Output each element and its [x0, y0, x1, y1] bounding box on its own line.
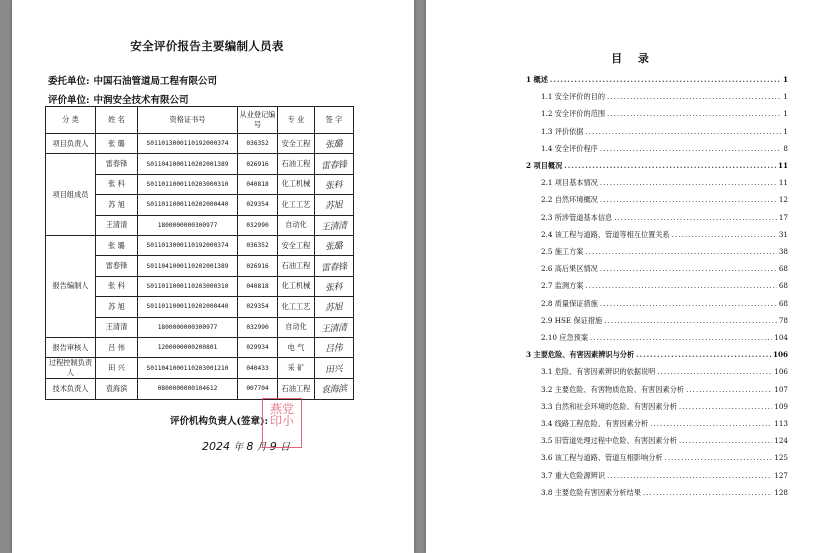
toc-section-entry[interactable] — [526, 247, 788, 260]
toc-section-entry[interactable] — [526, 281, 788, 294]
evaluator-value: 中润安全技术有限公司 — [93, 95, 189, 106]
evaluator-line — [48, 92, 189, 106]
handwritten-signature: 田兴 — [325, 364, 343, 376]
cell-major: 安全工程 — [278, 134, 315, 154]
date-day-unit: 日 — [279, 442, 290, 453]
client-line — [48, 73, 217, 87]
cell-major: 自动化 — [278, 317, 315, 337]
cell-name: 王清清 — [96, 317, 138, 337]
toc-page-number: 125 — [774, 453, 788, 463]
toc-section-entry[interactable] — [526, 178, 788, 191]
cell-category: 技术负责人 — [46, 379, 96, 399]
toc-dot-leader — [614, 213, 777, 222]
toc-entry-title: 3.3 自然和社会环境的危险、有害因素分析 — [541, 401, 677, 411]
cell-signature — [315, 134, 354, 154]
cell-major: 石油工程 — [278, 256, 315, 276]
toc-page-number: 128 — [774, 487, 788, 497]
cell-signature — [315, 276, 354, 296]
toc-dot-leader — [585, 247, 776, 256]
toc-page-number: 107 — [774, 384, 788, 394]
toc-page-number: 68 — [778, 264, 788, 274]
handwritten-signature: 王清清 — [321, 220, 348, 233]
toc-page-number: 1 — [783, 109, 788, 119]
cell-name: 张 科 — [96, 276, 138, 296]
toc-title: 目 录 — [611, 52, 655, 65]
toc-page-number: 68 — [778, 298, 788, 308]
cell-signature — [315, 317, 354, 337]
toc-page-number: 38 — [778, 247, 788, 256]
date-year: 2024 — [202, 440, 230, 453]
toc-chapter-entry[interactable] — [526, 161, 788, 174]
cell-registration: 040818 — [238, 276, 278, 296]
toc-section-entry[interactable] — [526, 264, 788, 277]
toc-page-number: 68 — [778, 281, 788, 291]
handwritten-signature: 王清清 — [321, 322, 348, 335]
date-year-unit: 年 — [233, 442, 244, 453]
toc-dot-leader — [665, 453, 773, 462]
toc-entry-title: 2.2 自然环境概况 — [541, 195, 598, 205]
toc-page-number: 109 — [774, 401, 788, 411]
toc-section-entry[interactable] — [526, 419, 788, 432]
toc-page-number: 31 — [778, 229, 788, 239]
date-month-unit: 月 — [256, 442, 267, 453]
cell-category: 报告编制人 — [46, 235, 96, 337]
cell-signature — [315, 235, 354, 255]
toc-entry-title: 3.7 重大危险源辨识 — [541, 470, 606, 480]
toc-entry-title: 2.7 监测方案 — [541, 281, 584, 291]
toc-dot-leader — [607, 109, 781, 118]
client-value: 中国石油管道局工程有限公司 — [93, 76, 218, 87]
cell-major: 化工机械 — [278, 276, 315, 296]
toc-entry-title: 3.2 主要危险、有害物质危险、有害因素分析 — [541, 384, 685, 394]
toc-page-number: 104 — [774, 333, 788, 342]
toc-section-entry[interactable] — [526, 333, 788, 346]
handwritten-signature: 张璐 — [325, 139, 343, 151]
toc-section-entry[interactable] — [526, 92, 788, 105]
toc-entry-title: 1 概述 — [526, 75, 548, 84]
toc-dot-leader — [600, 144, 782, 153]
toc-dot-leader — [657, 367, 772, 376]
cell-registration: 036352 — [238, 235, 278, 255]
toc-page-number: 1 — [783, 126, 788, 136]
cell-registration: 029354 — [238, 195, 278, 215]
table-header-row — [46, 107, 354, 134]
cell-certificate: 1800000000300977 — [138, 317, 238, 337]
cell-certificate: S011011000110203000310 — [138, 276, 238, 296]
handwritten-signature: 苏旭 — [325, 302, 343, 314]
toc-dot-leader — [643, 488, 772, 497]
toc-page-number: 106 — [774, 367, 788, 377]
toc-entry-title: 2.9 HSE 保证措施 — [541, 315, 603, 325]
cell-category: 过程控制负责人 — [46, 358, 96, 379]
cell-registration: 040433 — [238, 358, 278, 379]
cell-signature — [315, 215, 354, 235]
toc-page-number: 127 — [774, 470, 788, 480]
toc-entry-title: 2 项目概况 — [526, 161, 563, 170]
handwritten-signature: 雷春锋 — [321, 159, 348, 172]
header-certificate: 资格证书号 — [138, 107, 238, 134]
toc-dot-leader — [600, 264, 777, 273]
toc-entry-title: 2.3 所涉管道基本信息 — [541, 212, 613, 222]
cell-certificate: S011041000110202001389 — [138, 154, 238, 174]
handwritten-signature: 吕伟 — [325, 343, 343, 355]
cell-certificate: S011041000110202001389 — [138, 256, 238, 276]
toc-section-entry[interactable] — [526, 367, 788, 380]
cell-major: 化工工艺 — [278, 195, 315, 215]
cell-name: 吕 伟 — [96, 337, 138, 357]
toc-entry-title: 2.1 项目基本情况 — [541, 178, 598, 188]
cell-major: 采 矿 — [278, 358, 315, 379]
toc-entry-title: 2.8 质量保证措施 — [541, 298, 598, 308]
toc-page-number: 106 — [772, 350, 788, 360]
table-row — [46, 134, 354, 154]
document-page-left — [12, 0, 414, 553]
handwritten-signature: 苏旭 — [325, 200, 343, 212]
cell-signature — [315, 379, 354, 399]
cell-signature — [315, 337, 354, 357]
seal-stamp — [262, 398, 302, 448]
cell-major: 化工工艺 — [278, 297, 315, 317]
toc-page-number: 11 — [777, 161, 788, 170]
cell-certificate: 0800000000104612 — [138, 379, 238, 399]
cell-certificate: S011011000110202000440 — [138, 297, 238, 317]
principal-signature-label: 评价机构负责人(签章): — [170, 416, 268, 427]
cell-signature — [315, 174, 354, 194]
stamp-text-line-1: 燕党 — [269, 402, 294, 416]
cell-signature — [315, 358, 354, 379]
cell-signature — [315, 256, 354, 276]
toc-dot-leader — [585, 281, 776, 290]
toc-dot-leader — [607, 92, 781, 101]
toc-section-entry[interactable] — [526, 230, 788, 243]
stamp-text-line-2: 印小 — [269, 414, 294, 428]
cell-name: 雷春锋 — [96, 154, 138, 174]
toc-dot-leader — [590, 333, 772, 342]
table-row — [46, 154, 354, 174]
handwritten-signature: 张科 — [325, 282, 343, 294]
toc-entry-title: 1.1 安全评价的目的 — [541, 92, 606, 102]
cell-registration: 040818 — [238, 174, 278, 194]
page-title: 安全评价报告主要编制人员表 — [130, 39, 284, 53]
cell-major: 石油工程 — [278, 154, 315, 174]
toc-dot-leader — [564, 161, 776, 170]
cell-major: 化工机械 — [278, 174, 315, 194]
toc-entry-title: 1.3 评价依据 — [541, 126, 584, 136]
cell-registration: 032990 — [238, 215, 278, 235]
cell-name: 袁海滨 — [96, 379, 138, 399]
table-row — [46, 235, 354, 255]
toc-dot-leader — [679, 402, 772, 411]
toc-section-entry[interactable] — [526, 299, 788, 312]
toc-dot-leader — [604, 316, 777, 325]
toc-section-entry[interactable] — [526, 316, 788, 329]
toc-chapter-entry[interactable] — [526, 350, 788, 363]
table-row — [46, 379, 354, 399]
toc-entry-title: 2.10 应急预案 — [541, 333, 589, 342]
toc-page-number: 8 — [783, 143, 788, 153]
cell-registration: 029354 — [238, 297, 278, 317]
header-major: 专 业 — [278, 107, 315, 134]
cell-name: 王清清 — [96, 215, 138, 235]
toc-page-number: 1 — [782, 75, 788, 84]
toc-dot-leader — [607, 471, 772, 480]
cell-name: 张 璐 — [96, 235, 138, 255]
client-label: 委托单位: — [48, 76, 90, 87]
toc-dot-leader — [679, 436, 772, 445]
toc-section-entry[interactable] — [526, 453, 788, 466]
cell-major: 安全工程 — [278, 235, 315, 255]
cell-certificate: 1800000000300977 — [138, 215, 238, 235]
document-page-right — [426, 0, 840, 553]
toc-page-number: 124 — [774, 436, 788, 446]
date-month: 8 — [246, 440, 254, 453]
handwritten-signature: 张璐 — [325, 241, 343, 253]
toc-page-number: 1 — [783, 92, 788, 102]
toc-section-entry[interactable] — [526, 127, 788, 140]
toc-entry-title: 1.2 安全评价的范围 — [541, 109, 606, 119]
cell-major: 电 气 — [278, 337, 315, 357]
cell-certificate: S011013000110192000374 — [138, 235, 238, 255]
toc-dot-leader — [600, 299, 777, 308]
handwritten-signature: 张科 — [325, 180, 343, 192]
toc-section-entry[interactable] — [526, 109, 788, 122]
toc-entry-title: 2.4 该工程与道路、管道等相互位置关系 — [541, 229, 670, 239]
toc-page-number: 17 — [778, 212, 788, 222]
cell-certificate: S011013000110192000374 — [138, 134, 238, 154]
toc-dot-leader — [672, 230, 777, 239]
cell-certificate: 1200000000200801 — [138, 337, 238, 357]
toc-page-number: 12 — [778, 195, 788, 205]
toc-dot-leader — [650, 419, 772, 428]
cell-name: 田 兴 — [96, 358, 138, 379]
toc-page-number: 78 — [778, 315, 788, 325]
toc-entry-title: 3.4 线路工程危险、有害因素分析 — [541, 419, 649, 428]
cell-category: 项目负责人 — [46, 134, 96, 154]
toc-entry-title: 3 主要危险、有害因素辨识与分析 — [526, 350, 635, 360]
cell-certificate: S011011000110202000440 — [138, 195, 238, 215]
toc-section-entry[interactable] — [526, 213, 788, 226]
header-name: 姓 名 — [96, 107, 138, 134]
cell-registration: 032990 — [238, 317, 278, 337]
toc-dot-leader — [600, 195, 777, 204]
header-signature: 签 字 — [315, 107, 354, 134]
toc-page-number: 113 — [774, 419, 788, 428]
cell-signature — [315, 297, 354, 317]
cell-name: 苏 旭 — [96, 195, 138, 215]
cell-name: 张 科 — [96, 174, 138, 194]
toc-dot-leader — [636, 350, 771, 359]
toc-entry-title: 1.4 安全评价程序 — [541, 143, 598, 153]
cell-registration: 026916 — [238, 154, 278, 174]
table-row — [46, 358, 354, 379]
handwritten-signature: 袁海滨 — [321, 384, 348, 397]
toc-chapter-entry[interactable] — [526, 75, 788, 88]
cell-signature — [315, 154, 354, 174]
cell-major: 自动化 — [278, 215, 315, 235]
table-row — [46, 337, 354, 357]
toc-section-entry[interactable] — [526, 402, 788, 415]
cell-signature — [315, 195, 354, 215]
cell-registration: 026916 — [238, 256, 278, 276]
toc-entry-title: 3.5 旧管道处理过程中危险、有害因素分析 — [541, 436, 677, 446]
cell-category: 项目组成员 — [46, 154, 96, 236]
toc-section-entry[interactable] — [526, 436, 788, 449]
evaluator-label: 评价单位: — [48, 95, 90, 106]
cell-certificate: S011011000110203000310 — [138, 174, 238, 194]
cell-registration: 007704 — [238, 379, 278, 399]
toc-entry-title: 3.6 该工程与道路、管道互相影响分析 — [541, 453, 663, 463]
toc-section-entry[interactable] — [526, 195, 788, 208]
toc-entry-title: 3.1 危险、有害因素辨识的依据说明 — [541, 367, 656, 377]
toc-entry-title: 2.6 高后果区情况 — [541, 264, 598, 274]
staff-table — [45, 106, 354, 400]
toc-dot-leader — [686, 385, 772, 394]
toc-dot-leader — [550, 75, 781, 84]
toc-entry-title: 2.5 施工方案 — [541, 247, 584, 256]
cell-name: 雷春锋 — [96, 256, 138, 276]
cell-registration: 036352 — [238, 134, 278, 154]
header-registration: 从业登记编号 — [238, 107, 278, 134]
toc-section-entry[interactable] — [526, 488, 788, 501]
cell-major: 石油工程 — [278, 379, 315, 399]
handwritten-signature: 雷春锋 — [321, 261, 348, 274]
cell-certificate: S011041000110203001210 — [138, 358, 238, 379]
cell-name: 张 璐 — [96, 134, 138, 154]
header-category: 分 类 — [46, 107, 96, 134]
cell-registration: 029934 — [238, 337, 278, 357]
toc-section-entry[interactable] — [526, 144, 788, 157]
toc-dot-leader — [600, 178, 777, 187]
toc-section-entry[interactable] — [526, 471, 788, 484]
date-day: 9 — [269, 440, 277, 453]
toc-entry-title: 3.8 主要危险有害因素分析结果 — [541, 487, 641, 497]
cell-name: 苏 旭 — [96, 297, 138, 317]
toc-page-number: 11 — [778, 178, 788, 188]
toc-section-entry[interactable] — [526, 385, 788, 398]
cell-category: 报告审核人 — [46, 337, 96, 357]
toc-dot-leader — [585, 127, 781, 136]
